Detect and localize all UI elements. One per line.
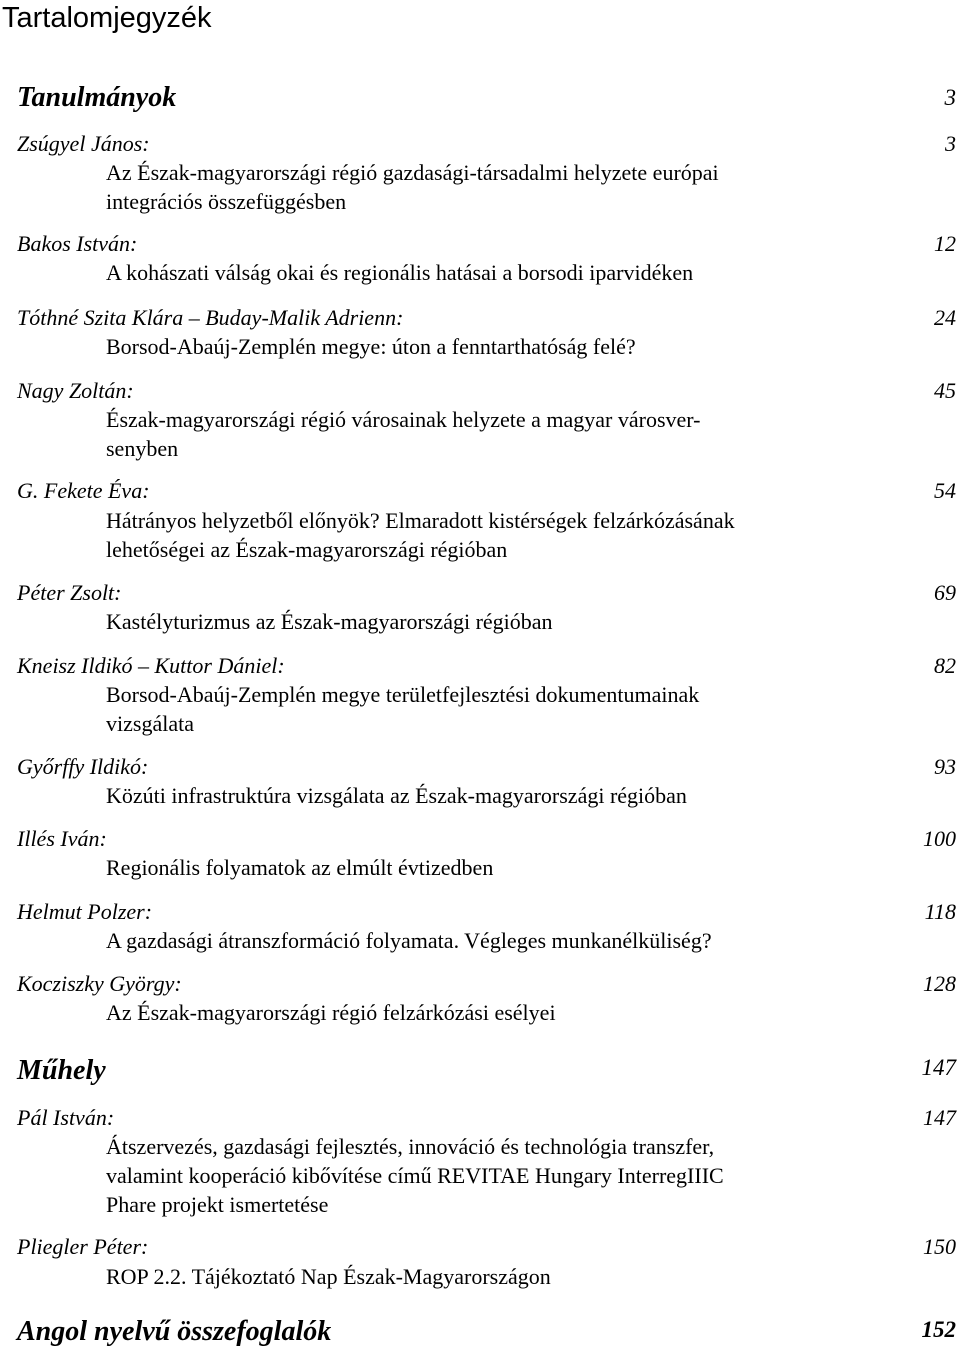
toc-author: Helmut Polzer:	[17, 899, 153, 924]
toc-author: Győrffy Ildikó:	[17, 754, 149, 779]
toc-entry-title	[106, 158, 826, 216]
toc-page-number: 69	[934, 580, 956, 605]
toc-author: Kocziszky György:	[17, 971, 182, 996]
toc-entry-title	[106, 607, 826, 636]
toc-page-number: 3	[945, 131, 956, 156]
section-page-number: 147	[921, 1055, 956, 1080]
toc-entry-title	[106, 998, 826, 1027]
section-title: Műhely	[17, 1055, 106, 1086]
page-title: Tartalomjegyzék	[2, 2, 212, 34]
toc-page-number: 93	[934, 754, 956, 779]
toc-entry-title	[106, 1132, 826, 1219]
toc-page-number: 24	[934, 305, 956, 330]
toc-title-line: Kastélyturizmus az Észak-magyarországi régióban	[106, 609, 553, 634]
toc-author: Pál István:	[17, 1105, 115, 1130]
toc-page-number: 128	[923, 971, 956, 996]
toc-entry-title	[106, 1262, 826, 1291]
toc-title-line: ROP 2.2. Tájékoztató Nap Észak-Magyarországon	[106, 1264, 551, 1289]
toc-author: Péter Zsolt:	[17, 580, 122, 605]
toc-entry-title	[106, 258, 826, 287]
toc-title-line: senyben	[106, 436, 179, 461]
toc-entry-title	[106, 853, 826, 882]
toc-title-line: integrációs összefüggésben	[106, 189, 347, 214]
toc-page-number: 118	[924, 899, 956, 924]
toc-entry-title	[106, 680, 826, 738]
toc-entry-title	[106, 926, 826, 955]
toc-author: Bakos István:	[17, 231, 138, 256]
toc-page-number: 54	[934, 478, 956, 503]
toc-title-line: Észak-magyarországi régió városainak helyzete a magyar városver-	[106, 407, 701, 432]
toc-author: Kneisz Ildikó – Kuttor Dániel:	[17, 653, 285, 678]
toc-author: Illés Iván:	[17, 826, 107, 851]
toc-page-number: 147	[923, 1105, 956, 1130]
toc-title-line: A kohászati válság okai és regionális hatásai a borsodi iparvidéken	[106, 260, 694, 285]
toc-title-line: Az Észak-magyarországi régió gazdasági-társadalmi helyzete európai	[106, 160, 719, 185]
toc-author: Tóthné Szita Klára – Buday-Malik Adrienn:	[17, 305, 404, 330]
toc-entry-title	[106, 506, 826, 564]
toc-author: Nagy Zoltán:	[17, 378, 134, 403]
section-title: Tanulmányok	[17, 82, 177, 113]
toc-title-line: Hátrányos helyzetből előnyök? Elmaradott kistérségek felzárkózásának	[106, 508, 735, 533]
toc-title-line: Átszervezés, gazdasági fejlesztés, innováció és technológia transzfer,	[106, 1134, 715, 1159]
toc-title-line: lehetőségei az Észak-magyarországi régióban	[106, 537, 508, 562]
toc-author: G. Fekete Éva:	[17, 478, 150, 503]
toc-author: Pliegler Péter:	[17, 1234, 149, 1259]
toc-title-line: Közúti infrastruktúra vizsgálata az Észak-magyarországi régióban	[106, 783, 687, 808]
toc-page-number: 12	[934, 231, 956, 256]
toc-title-line: Phare projekt ismertetése	[106, 1192, 329, 1217]
toc-author: Zsúgyel János:	[17, 131, 150, 156]
toc-title-line: valamint kooperáció kibővítése című REVITAE Hungary InterregIIIC	[106, 1163, 724, 1188]
toc-page-number: 150	[923, 1234, 956, 1259]
toc-title-line: A gazdasági átranszformáció folyamata. Végleges munkanélküliség?	[106, 928, 712, 953]
section-title: Angol nyelvű összefoglalók	[17, 1316, 332, 1347]
section-page-number: 152	[921, 1317, 956, 1342]
toc-entry-title	[106, 405, 826, 463]
toc-title-line: Borsod-Abaúj-Zemplén megye területfejlesztési dokumentumainak	[106, 682, 700, 707]
toc-entry-title	[106, 332, 826, 361]
toc-title-line: Az Észak-magyarországi régió felzárkózási esélyei	[106, 1000, 556, 1025]
toc-page-number: 100	[923, 826, 956, 851]
toc-page-number: 82	[934, 653, 956, 678]
toc-title-line: vizsgálata	[106, 711, 194, 736]
toc-title-line: Regionális folyamatok az elmúlt évtizedben	[106, 855, 494, 880]
toc-page-number: 45	[934, 378, 956, 403]
toc-title-line: Borsod-Abaúj-Zemplén megye: úton a fenntarthatóság felé?	[106, 334, 636, 359]
toc-entry-title	[106, 781, 826, 810]
section-page-number: 3	[944, 85, 956, 110]
